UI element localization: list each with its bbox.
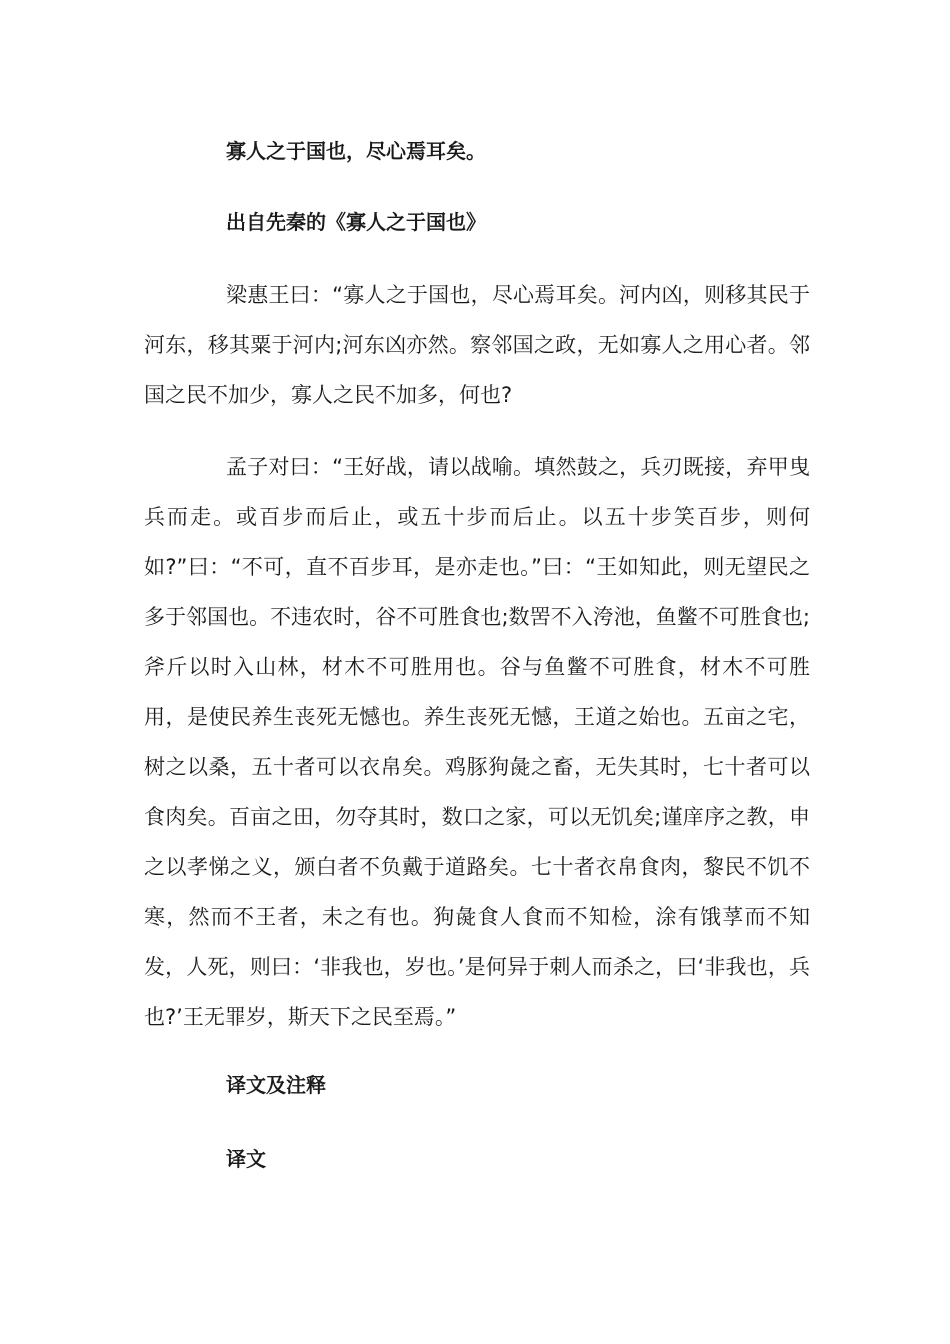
paragraph-mencius-reply: 孟子对曰：“王好战，请以战喻。填然鼓之，兵刃既接，弃甲曳兵而走。或百步而后止，或五十步而后止。以五十步笑百步，则何如?”曰：“不可，直不百步耳，是亦走也。”曰：“王如知此，则无望民之多于邻国也。不违农时，谷不可胜食也;数罟不入洿池，鱼鳖不可胜食也;斧斤以时入山林，材木不可胜用也。谷与鱼鳖不可胜食，材木不可胜用，是使民养生丧死无憾也。养生丧死无憾，王道之始也。五亩之宅，树之以桑，五十者可以衣帛矣。鸡豚狗彘之畜，无失其时，七十者可以食肉矣。百亩之田，勿夺其时，数口之家，可以无饥矣;谨庠序之教，申之以孝悌之义，颁白者不负戴于道路矣。七十者衣帛食肉，黎民不饥不寒，然而不王者，未之有也。狗彘食人食而不知检，涂有饿莩而不知发，人死，则曰：‘非我也，岁也。’是何异于刺人而杀之，曰‘非我也，兵也?’王无罪岁，斯天下之民至焉。” bbox=[144, 455, 810, 1029]
subsection-heading-translation: 译文 bbox=[226, 1147, 266, 1171]
paragraph-liang-hui-wang: 梁惠王曰：“寡人之于国也，尽心焉耳矣。河内凶，则移其民于河东，移其粟于河内;河东凶亦然。察邻国之政，无如寡人之用心者。邻国之民不加少，寡人之民不加多，何也? bbox=[144, 283, 810, 407]
document-source: 出自先秦的《寡人之于国也》 bbox=[226, 210, 486, 234]
document-title: 寡人之于国也，尽心焉耳矣。 bbox=[226, 139, 486, 163]
section-heading-translation-notes: 译文及注释 bbox=[226, 1073, 326, 1097]
